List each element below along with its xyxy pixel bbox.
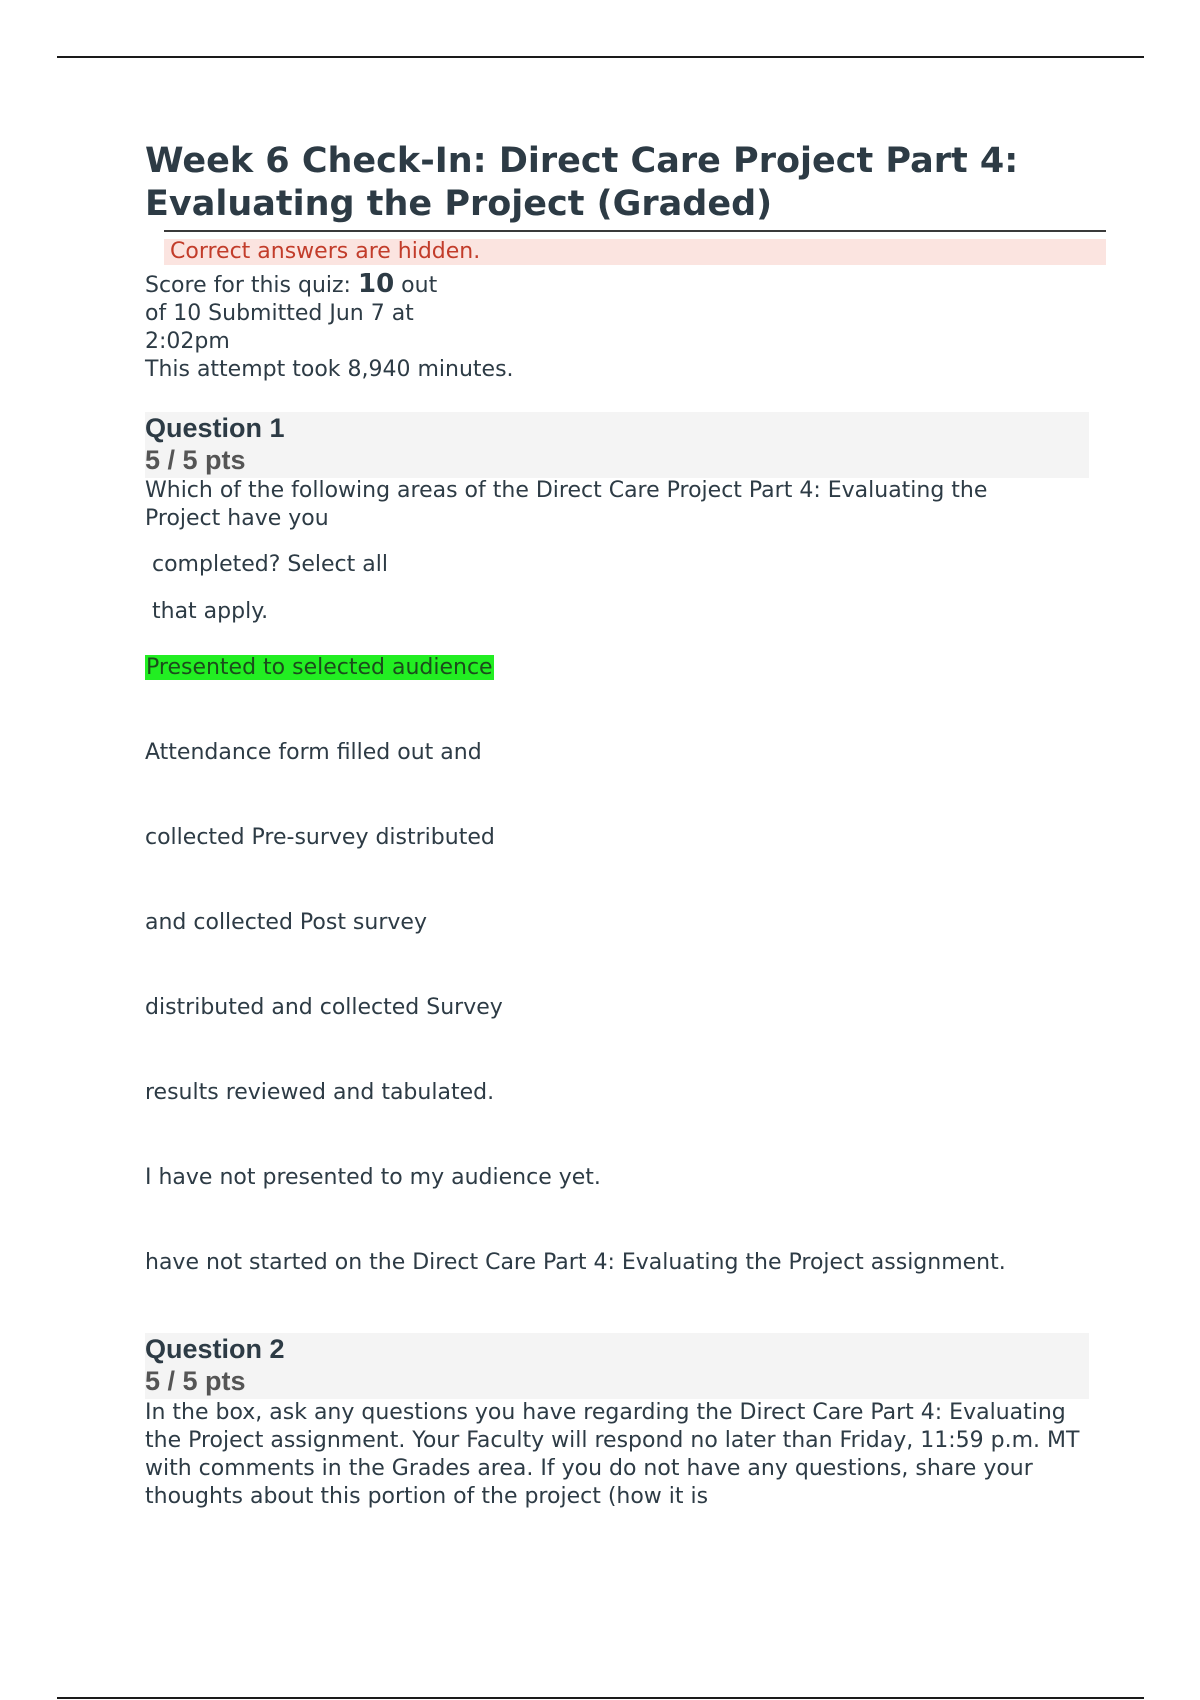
top-rule bbox=[57, 56, 1144, 58]
answer-line-1: Attendance form filled out and bbox=[145, 740, 482, 765]
answer-line-6: I have not presented to my audience yet. bbox=[145, 1165, 601, 1190]
question-2-prompt: In the box, ask any questions you have regarding the Direct Care Part 4: Evaluating the Project assignment. Your Faculty will respond no later than Friday, 11:59 p.m. MT with comments in the Grades area. If you do not have any questions, share your thoughts about this portion of the project (how it is bbox=[145, 1400, 1080, 1509]
score-label: Score for this quiz: bbox=[145, 273, 351, 298]
page-title: Week 6 Check-In: Direct Care Project Part 4: Evaluating the Project (Graded) bbox=[145, 141, 1019, 224]
score-suffix: out bbox=[401, 273, 438, 298]
question-2-header bbox=[145, 1333, 1089, 1399]
score-summary bbox=[145, 270, 514, 384]
attempt-duration: This attempt took 8,940 minutes. bbox=[145, 357, 514, 382]
question-1-prompt-line-2: completed? Select all bbox=[152, 552, 388, 577]
question-1-prompt-line-3: that apply. bbox=[152, 599, 269, 624]
selected-answer bbox=[145, 654, 494, 682]
bottom-rule bbox=[57, 1697, 1144, 1699]
score-value: 10 bbox=[357, 269, 395, 299]
question-1-prompt-line-1b: Project have you bbox=[145, 506, 329, 531]
selected-answer-highlight: Presented to selected audience bbox=[146, 655, 493, 680]
title-underline bbox=[164, 230, 1106, 232]
notice-text: Correct answers are hidden. bbox=[170, 239, 481, 264]
hidden-answers-notice bbox=[164, 239, 1106, 265]
score-line-1 bbox=[145, 270, 514, 300]
question-2-points: 5 / 5 pts bbox=[145, 1366, 246, 1396]
question-2-title: Question 2 bbox=[145, 1334, 285, 1364]
question-1-header bbox=[145, 412, 1089, 478]
question-1-prompt-line-1: Which of the following areas of the Direct Care Project Part 4: Evaluating the bbox=[145, 478, 988, 503]
answer-line-4: distributed and collected Survey bbox=[145, 995, 503, 1020]
question-1-points: 5 / 5 pts bbox=[145, 445, 246, 475]
answer-line-2: collected Pre-survey distributed bbox=[145, 825, 495, 850]
score-line-2: of 10 Submitted Jun 7 at bbox=[145, 301, 414, 326]
answer-line-7: have not started on the Direct Care Part 4: Evaluating the Project assignment. bbox=[145, 1250, 1006, 1275]
answer-line-3: and collected Post survey bbox=[145, 910, 427, 935]
question-1-title: Question 1 bbox=[145, 413, 285, 443]
answer-line-5: results reviewed and tabulated. bbox=[145, 1080, 495, 1105]
score-line-3: 2:02pm bbox=[145, 329, 230, 354]
